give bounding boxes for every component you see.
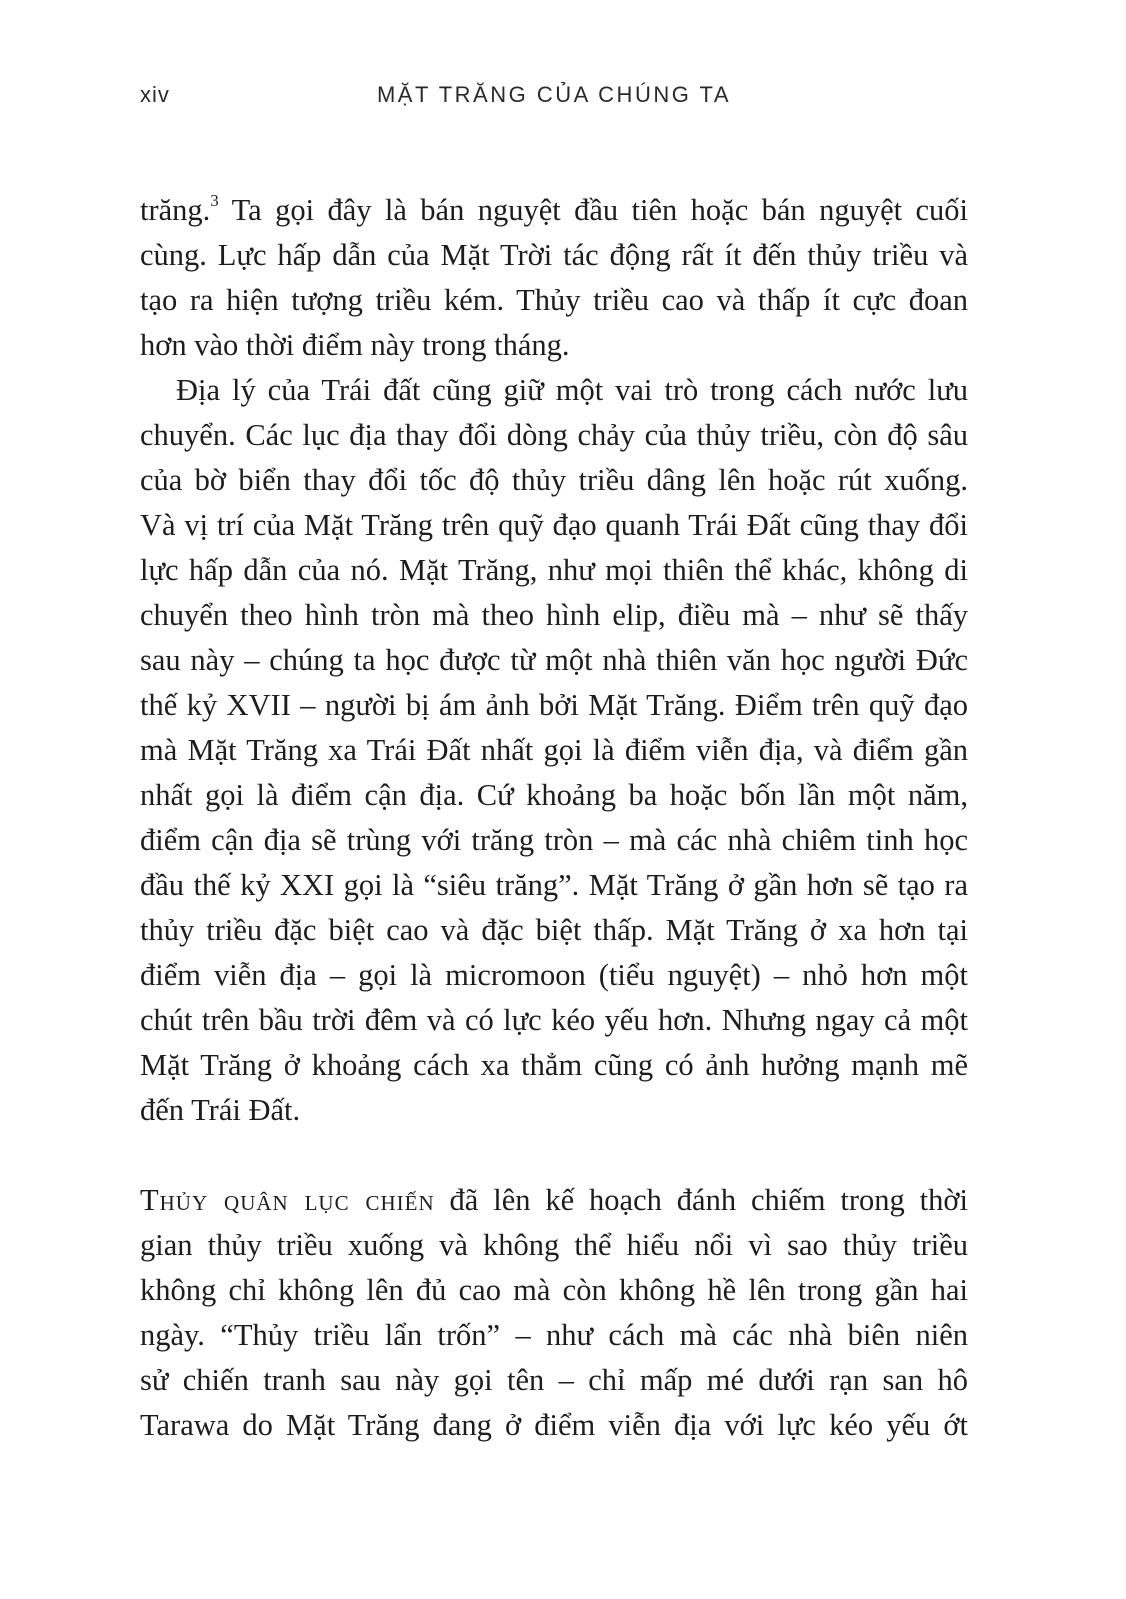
paragraph-tides-first-quarter bbox=[140, 188, 968, 368]
text-line: cùng. Lực hấp dẫn của Mặt Trời tác động rất ít đến thủy triều và bbox=[140, 238, 968, 272]
running-header bbox=[140, 82, 968, 112]
text-line: Thủy quân lục chiến đã lên kế hoạch đánh chiếm trong thời bbox=[140, 1183, 968, 1217]
text-line: ngày. “Thủy triều lẩn trốn” – như cách mà các nhà biên niên bbox=[140, 1318, 968, 1352]
paragraph-marines-tarawa bbox=[140, 1178, 968, 1448]
text-line: hơn vào thời điểm này trong tháng. bbox=[140, 328, 570, 362]
footnote-marker: 3 bbox=[210, 191, 219, 210]
text-line: nhất gọi là điểm cận địa. Cứ khoảng ba hoặc bốn lần một năm, bbox=[140, 778, 968, 812]
text-line: chuyển. Các lục địa thay đổi dòng chảy của thủy triều, còn độ sâu bbox=[140, 418, 968, 452]
text-line: Địa lý của Trái đất cũng giữ một vai trò trong cách nước lưu bbox=[176, 373, 968, 407]
text-line: gian thủy triều xuống và không thể hiểu nổi vì sao thủy triều bbox=[140, 1228, 968, 1262]
text-line: thế kỷ XVII – người bị ám ảnh bởi Mặt Trăng. Điểm trên quỹ đạo bbox=[140, 688, 968, 722]
body-text bbox=[140, 188, 968, 1448]
text-line: chuyển theo hình tròn mà theo hình elip, điều mà – như sẽ thấy bbox=[140, 598, 968, 632]
text-line: chút trên bầu trời đêm và có lực kéo yếu hơn. Nhưng ngay cả một bbox=[140, 1003, 968, 1037]
text-line: của bờ biển thay đổi tốc độ thủy triều dâng lên hoặc rút xuống. bbox=[140, 463, 968, 497]
book-title: MẶT TRĂNG CỦA CHÚNG TA bbox=[376, 82, 732, 107]
text-line: Và vị trí của Mặt Trăng trên quỹ đạo quanh Trái Đất cũng thay đổi bbox=[140, 508, 968, 542]
text-line: điểm viễn địa – gọi là micromoon (tiểu nguyệt) – nhỏ hơn một bbox=[140, 958, 968, 992]
text-line: trăng.$^3$ Ta gọi đây là bán nguyệt đầu tiên hoặc bán nguyệt cuối bbox=[140, 191, 968, 227]
text-line: Tarawa do Mặt Trăng đang ở điểm viễn địa với lực kéo yếu ớt bbox=[140, 1408, 968, 1442]
text-line: sau này – chúng ta học được từ một nhà thiên văn học người Đức bbox=[140, 643, 968, 677]
text-line: sử chiến tranh sau này gọi tên – chỉ mấp mé dưới rạn san hô bbox=[140, 1363, 968, 1397]
text-line: Mặt Trăng ở khoảng cách xa thẳm cũng có ảnh hưởng mạnh mẽ bbox=[140, 1048, 968, 1082]
text-line: đầu thế kỷ XXI gọi là “siêu trăng”. Mặt Trăng ở gần hơn sẽ tạo ra bbox=[140, 868, 968, 902]
text-line: lực hấp dẫn của nó. Mặt Trăng, như mọi thiên thể khác, không di bbox=[140, 553, 968, 587]
text-line: thủy triều đặc biệt cao và đặc biệt thấp. Mặt Trăng ở xa hơn tại bbox=[140, 913, 968, 947]
page-number: xiv bbox=[140, 82, 170, 107]
text-line: không chỉ không lên đủ cao mà còn không hề lên trong gần hai bbox=[140, 1273, 968, 1307]
text-line: mà Mặt Trăng xa Trái Đất nhất gọi là điểm viễn địa, và điểm gần bbox=[140, 733, 968, 767]
text-line: điểm cận địa sẽ trùng với trăng tròn – mà các nhà chiêm tinh học bbox=[140, 823, 968, 857]
paragraph-earth-geography bbox=[140, 368, 968, 1133]
section-lead-in: Thủy quân lục chiến bbox=[140, 1183, 435, 1217]
text-line: đến Trái Đất. bbox=[140, 1093, 301, 1127]
text-line: tạo ra hiện tượng triều kém. Thủy triều cao và thấp ít cực đoan bbox=[140, 283, 968, 317]
section-break bbox=[140, 1133, 968, 1178]
